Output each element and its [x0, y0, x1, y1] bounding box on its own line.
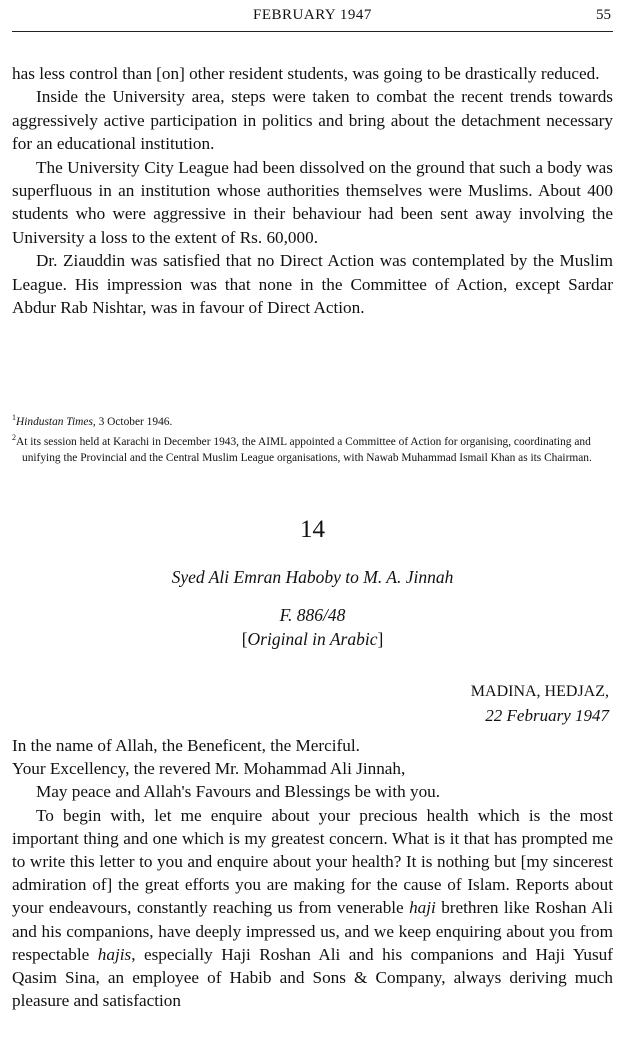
header-rule [12, 31, 613, 32]
letter-text: brethren like Roshan Ali and his companions, have deeply impressed us, and we keep enquiring about you from respectable [12, 898, 613, 964]
letter-greeting: May peace and Allah's Favours and Blessings be with you. [36, 782, 441, 802]
paragraph-4: Dr. Ziauddin was satisfied that no Direct Action was contemplated by the Muslim League. His impression was that none in the Committee of Action, except Sardar Abdur Rab Nishtar, was in favour of Direct Action. [12, 251, 613, 318]
bracket-open: [ [241, 629, 248, 649]
body-text [12, 62, 613, 319]
page-number: 55 [596, 7, 611, 23]
letter-italic: haji [409, 898, 436, 918]
running-head: FEBRUARY 1947 [253, 7, 372, 23]
footnote-marker: 1 [12, 413, 16, 422]
footnote-marker: 2 [12, 432, 16, 442]
document-title: Syed Ali Emran Haboby to M. A. Jinnah [171, 567, 454, 587]
letter-text: To begin with, let me enquire about your precious health which is the most important thing and one which is my greatest concern. What is it that has prompted me to write this letter to you and enquire about your health? It is nothing but [my sincerest admiration of] the great efforts you are making for the cause of Islam. Reports about your endeavours, constantly reaching us from venerable [12, 805, 613, 918]
footnote-text: , 3 October 1946. [92, 415, 173, 428]
footnote-source: Hindustan Times [16, 415, 93, 428]
document-number: 14 [300, 516, 325, 543]
letter-date: 22 February 1947 [485, 706, 609, 725]
original-language-text: Original in Arabic [247, 629, 378, 649]
file-reference: F. 886/48 [279, 605, 346, 625]
paragraph-3: The University City League had been dissolved on the ground that such a body was superfluous in an institution whose authorities themselves were Muslims. About 400 students who were aggressive in their behaviour had been sent away involving the University a loss to the extent of Rs. 60,000. [12, 157, 613, 247]
footnote-2 [12, 430, 613, 466]
footnote-text: At its session held at Karachi in December 1943, the AIML appointed a Committee of Action for organising, coordinating and unifying the Provincial and the Central Muslim League organisations, with Nawab Muhammad Ismail Khan as its Chairman. [16, 435, 592, 464]
footnotes [12, 410, 613, 466]
letter-text: , especially Haji Roshan Ali and his companions and Haji Yusuf Qasim Sina, an employee of Habib and Sons & Company, always deriving much pleasure and satisfaction [12, 944, 613, 1011]
paragraph-2: Inside the University area, steps were taken to combat the recent trends towards aggressively active participation in politics and bring about the detachment necessary for an educational institution. [12, 87, 613, 154]
original-language-note [12, 629, 613, 650]
letter-italic: hajis [97, 944, 132, 964]
bracket-close: ] [377, 629, 384, 649]
letter-salutation: Your Excellency, the revered Mr. Mohammad Ali Jinnah, [12, 759, 406, 779]
letter-invocation: In the name of Allah, the Beneficent, the Merciful. [12, 736, 360, 755]
footnote-1 [12, 410, 613, 430]
letter-place: MADINA, HEDJAZ, [470, 683, 609, 700]
book-page [12, 0, 613, 1011]
letter-body [12, 734, 613, 1012]
letter-paragraph [12, 804, 613, 1013]
paragraph-1: has less control than [on] other resident students, was going to be drastically reduced. [12, 64, 600, 83]
page-header [12, 0, 613, 28]
